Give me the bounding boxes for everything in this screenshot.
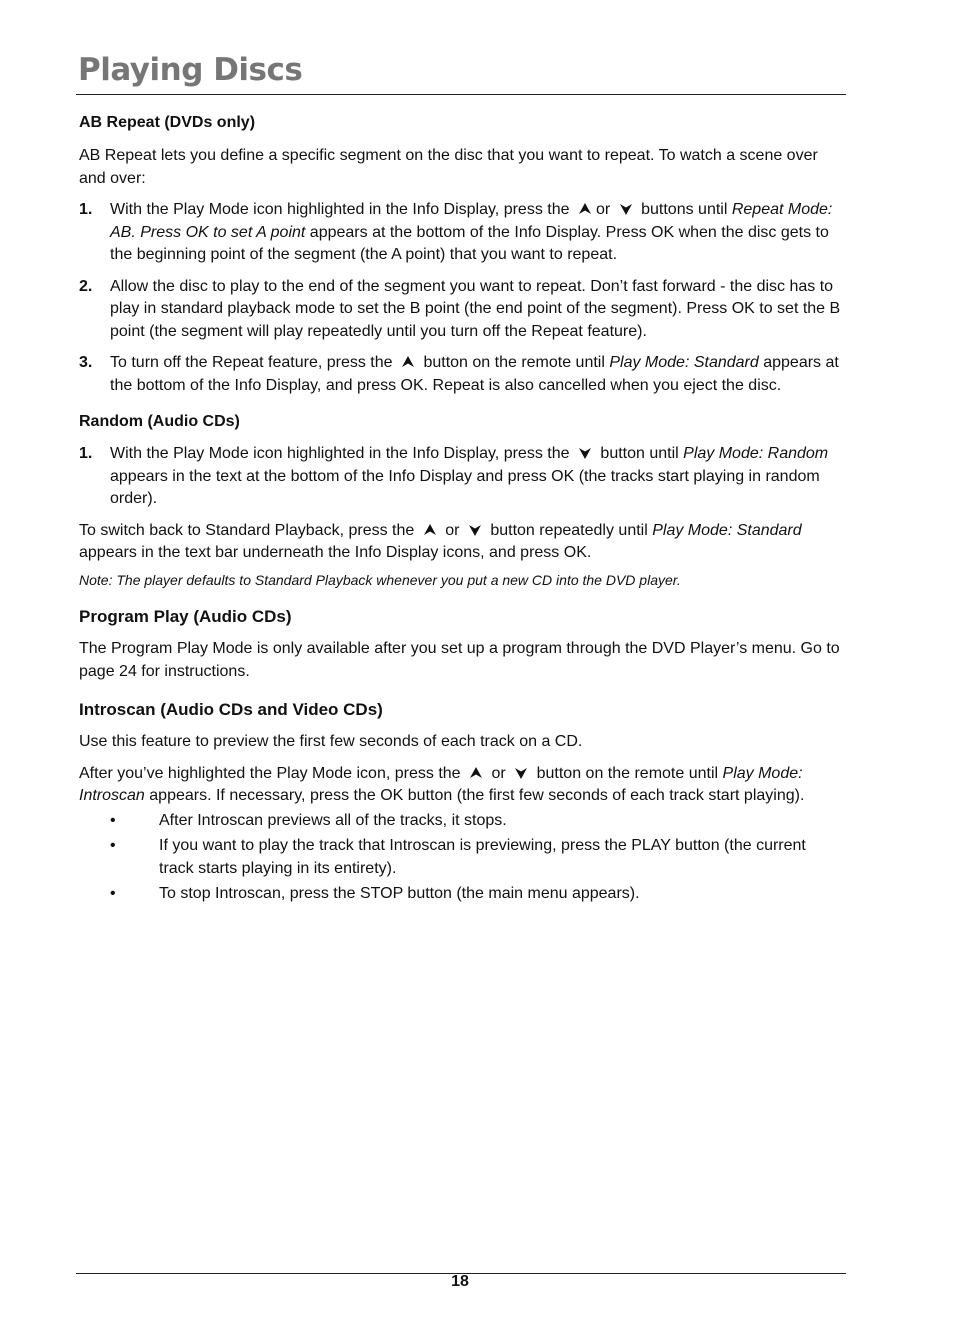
down-arrow-icon xyxy=(579,447,591,459)
step-text: appears at the bottom of the Info Display. Press OK when the disc gets to the beginning point of the segment (the A point) that you want to repeat. xyxy=(110,223,829,263)
bullet-text: To stop Introscan, press the STOP button (the main menu appears). xyxy=(159,885,640,902)
random-heading: Random (Audio CDs) xyxy=(79,413,240,430)
step-text: With the Play Mode icon highlighted in the Info Display, press the xyxy=(110,201,570,218)
step-text: Allow the disc to play to the end of the segment you want to repeat. Don’t fast forward - the disc has to play in standard playback mode to set the B point (the end point of the segment). Press OK to set the B point (the segment will play repeatedly until you turn off the Repeat feature). xyxy=(110,277,841,340)
up-arrow-icon xyxy=(402,356,414,368)
paragraph-italic-text: Play Mode: Standard xyxy=(652,521,802,539)
program-play-text: The Program Play Mode is only available after you set up a program through the DVD Player’s menu. Go to page 24 for instructions. xyxy=(79,640,840,680)
ab-repeat-intro: AB Repeat lets you define a specific segment on the disc that you want to repeat. To watch a scene over and over: xyxy=(79,147,818,187)
step-text: or xyxy=(595,201,611,218)
ab-repeat-step-2 xyxy=(79,276,842,344)
page-number: 18 xyxy=(451,1273,469,1290)
paragraph-italic-text: Play Mode: Introscan xyxy=(79,764,803,804)
random-step-1 xyxy=(79,443,842,511)
page-content xyxy=(79,112,842,906)
step-italic-text: Play Mode: Random xyxy=(683,445,829,462)
ab-repeat-step-1 xyxy=(79,199,842,267)
title-divider xyxy=(76,94,846,95)
program-play-heading: Program Play (Audio CDs) xyxy=(79,607,292,626)
paragraph-text: or xyxy=(491,764,506,782)
step-number: 3. xyxy=(79,354,93,371)
bullet-marker: • xyxy=(110,837,116,854)
up-arrow-icon xyxy=(424,524,436,536)
step-italic-text: Repeat Mode: AB. Press OK to set A point xyxy=(110,201,833,241)
paragraph-text: After you’ve highlighted the Play Mode icon, press the xyxy=(79,764,461,782)
paragraph-text: button repeatedly until xyxy=(490,521,648,539)
down-arrow-icon xyxy=(469,524,481,536)
step-text: button on the remote until xyxy=(423,354,605,371)
bullet-marker: • xyxy=(110,885,116,902)
step-number: 1. xyxy=(79,201,93,218)
down-arrow-icon xyxy=(515,767,527,779)
step-text: With the Play Mode icon highlighted in the Info Display, press the xyxy=(110,445,570,462)
bullet-text: After Introscan previews all of the tracks, it stops. xyxy=(159,811,507,829)
paragraph-text: button on the remote until xyxy=(536,764,719,782)
step-text: appears in the text at the bottom of the Info Display and press OK (the tracks start playing in random order). xyxy=(110,467,820,507)
ab-repeat-heading: AB Repeat (DVDs only) xyxy=(79,114,256,131)
introscan-bullet xyxy=(79,835,842,880)
step-italic-text: Play Mode: Standard xyxy=(609,354,759,371)
step-number: 1. xyxy=(79,445,93,462)
up-arrow-icon xyxy=(579,203,591,215)
introscan-paragraph xyxy=(79,763,842,808)
step-number: 2. xyxy=(79,277,93,295)
down-arrow-icon xyxy=(620,203,632,215)
introscan-bullet xyxy=(79,810,842,833)
ab-repeat-step-3 xyxy=(79,352,842,397)
introscan-bullet xyxy=(79,883,842,906)
bullet-marker: • xyxy=(110,811,116,829)
paragraph-text: appears. If necessary, press the OK button (the first few seconds of each track start playing). xyxy=(149,787,805,804)
introscan-heading: Introscan (Audio CDs and Video CDs) xyxy=(79,700,383,719)
bullet-text: If you want to play the track that Introscan is previewing, press the PLAY button (the current track starts playing in its entirety). xyxy=(159,837,806,877)
introscan-intro: Use this feature to preview the first few seconds of each track on a CD. xyxy=(79,733,583,750)
step-text: button until xyxy=(600,445,679,462)
paragraph-text: appears in the text bar underneath the Info Display icons, and press OK. xyxy=(79,544,592,561)
paragraph-text: or xyxy=(445,521,460,539)
random-note: Note: The player defaults to Standard Playback whenever you put a new CD into the DVD player. xyxy=(79,571,681,588)
step-text: appears at the bottom of the Info Display, and press OK. Repeat is also cancelled when you eject the disc. xyxy=(110,354,839,394)
page-title: Playing Discs xyxy=(78,52,303,88)
step-text: buttons until xyxy=(641,201,728,218)
paragraph-text: To switch back to Standard Playback, press the xyxy=(79,521,415,539)
up-arrow-icon xyxy=(470,767,482,779)
random-switch-paragraph xyxy=(79,520,842,565)
step-text: To turn off the Repeat feature, press the xyxy=(110,354,393,371)
